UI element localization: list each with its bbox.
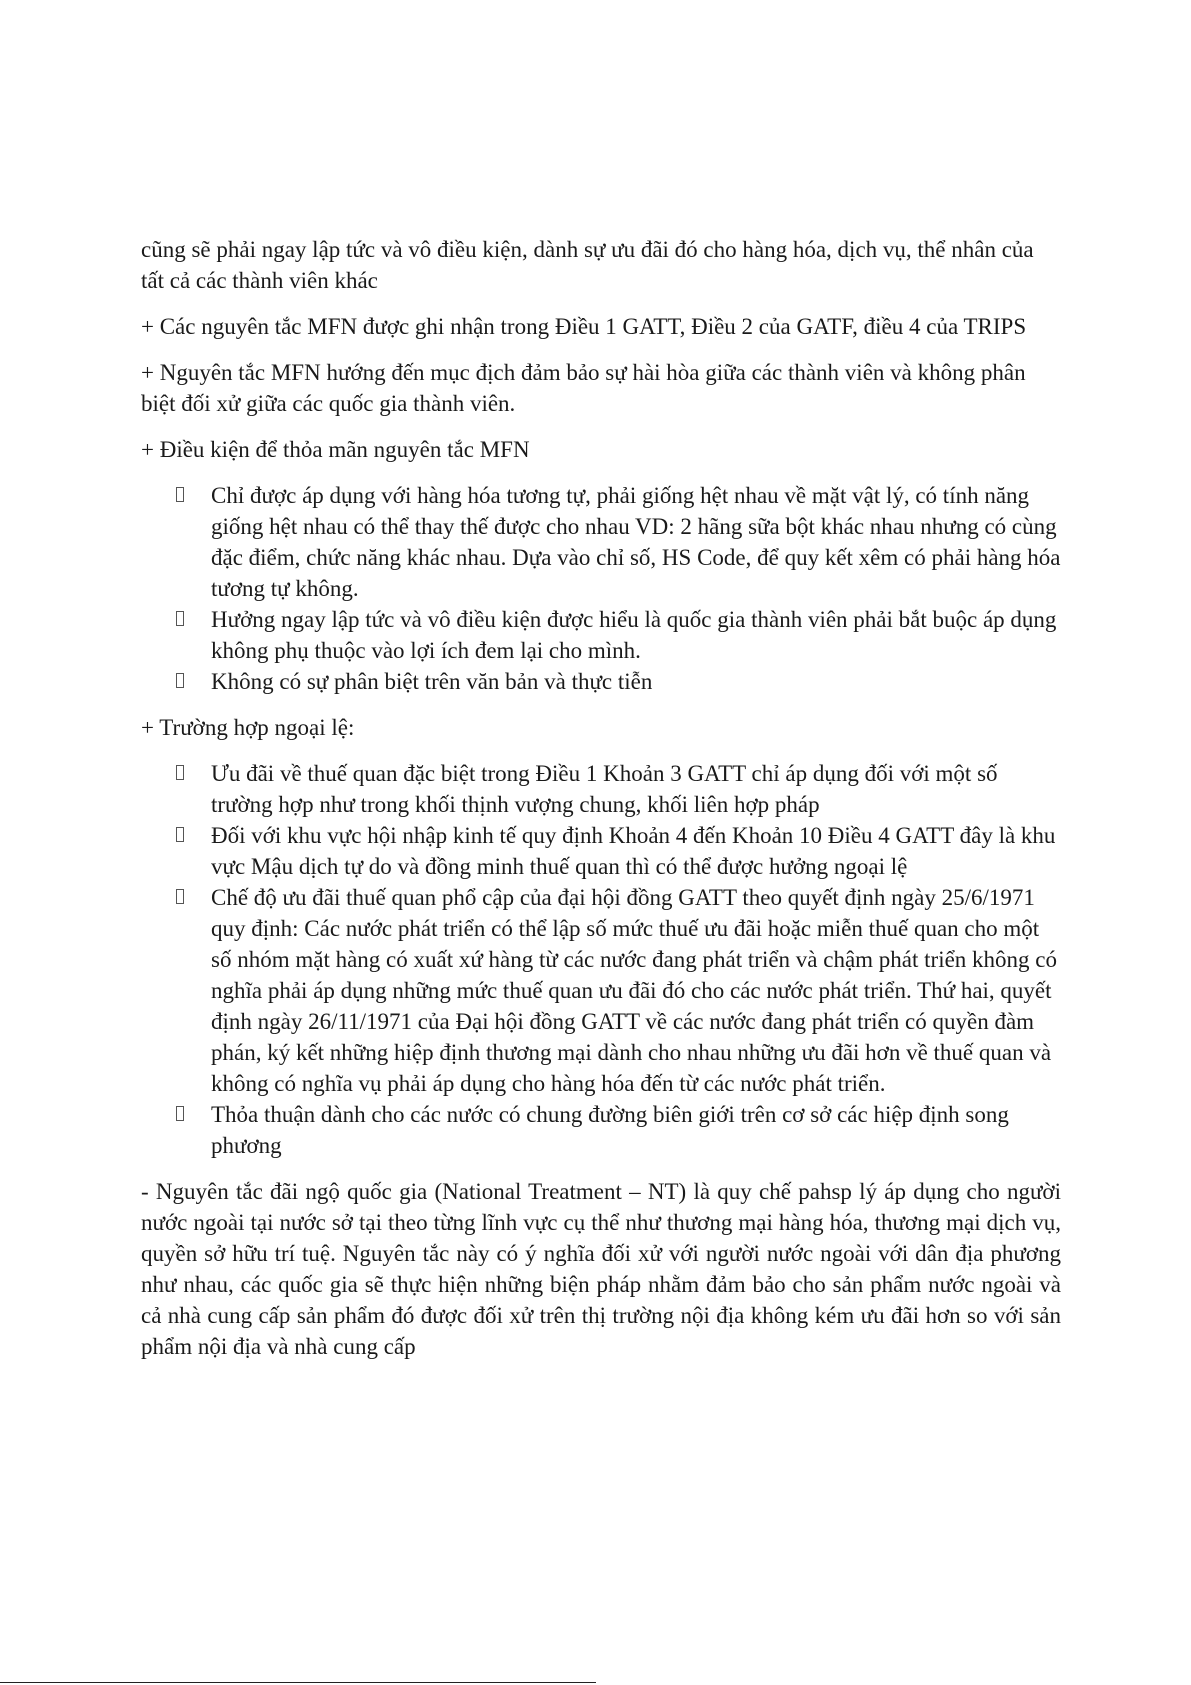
list-item bbox=[141, 666, 1061, 697]
bullet-icon bbox=[176, 673, 184, 688]
list-item-text: Đối với khu vực hội nhập kinh tế quy định Khoản 4 đến Khoản 10 Điều 4 GATT đây là khu vực Mậu dịch tự do và đồng minh thuế quan thì có thể được hưởng ngoại lệ bbox=[211, 823, 1056, 879]
paragraph-mfn-continuation: cũng sẽ phải ngay lập tức và vô điều kiện, dành sự ưu đãi đó cho hàng hóa, dịch vụ, thể nhân của tất cả các thành viên khác bbox=[141, 237, 1034, 293]
list-item-text: Không có sự phân biệt trên văn bản và thực tiễn bbox=[211, 669, 653, 694]
list-item-text: Chỉ được áp dụng với hàng hóa tương tự, phải giống hệt nhau về mặt vật lý, có tính năng giống hệt nhau có thể thay thế được cho nhau VD: 2 hãng sữa bột khác nhau nhưng có cùng đặc điểm, chức năng khác nhau. Dựa vào chỉ số, HS Code, để quy kết xêm có phải hàng hóa tương tự không. bbox=[211, 483, 1061, 601]
footnote-divider bbox=[0, 1682, 596, 1683]
list-item bbox=[141, 480, 1061, 604]
bullet-icon bbox=[176, 487, 184, 502]
list-item-text: Hưởng ngay lập tức và vô điều kiện được hiểu là quốc gia thành viên phải bắt buộc áp dụng không phụ thuộc vào lợi ích đem lại cho mình. bbox=[211, 607, 1057, 663]
paragraph-exceptions-heading: + Trường hợp ngoại lệ: bbox=[141, 715, 355, 740]
list-item-text: Thỏa thuận dành cho các nước có chung đường biên giới trên cơ sở các hiệp định song phương bbox=[211, 1102, 1009, 1158]
list-item-text: Ưu đãi về thuế quan đặc biệt trong Điều 1 Khoản 3 GATT chỉ áp dụng đối với một số trường hợp như trong khối thịnh vượng chung, khối liên hợp pháp bbox=[211, 761, 998, 817]
list-item bbox=[141, 1099, 1061, 1161]
bullet-icon bbox=[176, 1106, 184, 1121]
list-item bbox=[141, 820, 1061, 882]
document-body bbox=[141, 234, 1061, 1377]
list-item bbox=[141, 758, 1061, 820]
paragraph-national-treatment: - Nguyên tắc đãi ngộ quốc gia (National Treatment – NT) là quy chế pahsp lý áp dụng cho người nước ngoài tại nước sở tại theo từng lĩnh vực cụ thể như thương mại hàng hóa, thương mại dịch vụ, quyền sở hữu trí tuệ. Nguyên tắc này có ý nghĩa đối xử với người nước ngoài với dân địa phương như nhau, các quốc gia sẽ thực hiện những biện pháp nhằm đảm bảo cho sản phẩm nước ngoài và cả nhà cung cấp sản phẩm đó được đối xử trên thị trường nội địa không kém ưu đãi hơn so với sản phẩm nội địa và nhà cung cấp bbox=[141, 1179, 1061, 1359]
paragraph-mfn-purpose: + Nguyên tắc MFN hướng đến mục địch đảm bảo sự hài hòa giữa các thành viên và không phân biệt đối xử giữa các quốc gia thành viên. bbox=[141, 360, 1026, 416]
list-item bbox=[141, 882, 1061, 1099]
bullet-icon bbox=[176, 827, 184, 842]
paragraph-mfn-conditions-heading: + Điều kiện để thỏa mãn nguyên tắc MFN bbox=[141, 437, 530, 462]
list-item bbox=[141, 604, 1061, 666]
bullet-icon bbox=[176, 889, 184, 904]
list-item-text: Chế độ ưu đãi thuế quan phổ cập của đại hội đồng GATT theo quyết định ngày 25/6/1971 quy định: Các nước phát triển có thể lập số mức thuế ưu đãi hoặc miễn thuế quan cho một số nhóm mặt hàng có xuất xứ hàng từ các nước đang phát triển và chậm phát triển không có nghĩa phải áp dụng những mức thuế quan ưu đãi đó cho các nước phát triển. Thứ hai, quyết định ngày 26/11/1971 của Đại hội đồng GATT về các nước đang phát triển có quyền đàm phán, ký kết những hiệp định thương mại dành cho nhau những ưu đãi hơn về thuế quan và không có nghĩa vụ phải áp dụng cho hàng hóa đến từ các nước phát triển. bbox=[211, 885, 1058, 1096]
paragraph-mfn-legal-basis: + Các nguyên tắc MFN được ghi nhận trong Điều 1 GATT, Điều 2 của GATF, điều 4 của TRIPS bbox=[141, 314, 1027, 339]
bullet-icon bbox=[176, 765, 184, 780]
bullet-icon bbox=[176, 611, 184, 626]
conditions-list bbox=[141, 480, 1061, 697]
exceptions-list bbox=[141, 758, 1061, 1161]
